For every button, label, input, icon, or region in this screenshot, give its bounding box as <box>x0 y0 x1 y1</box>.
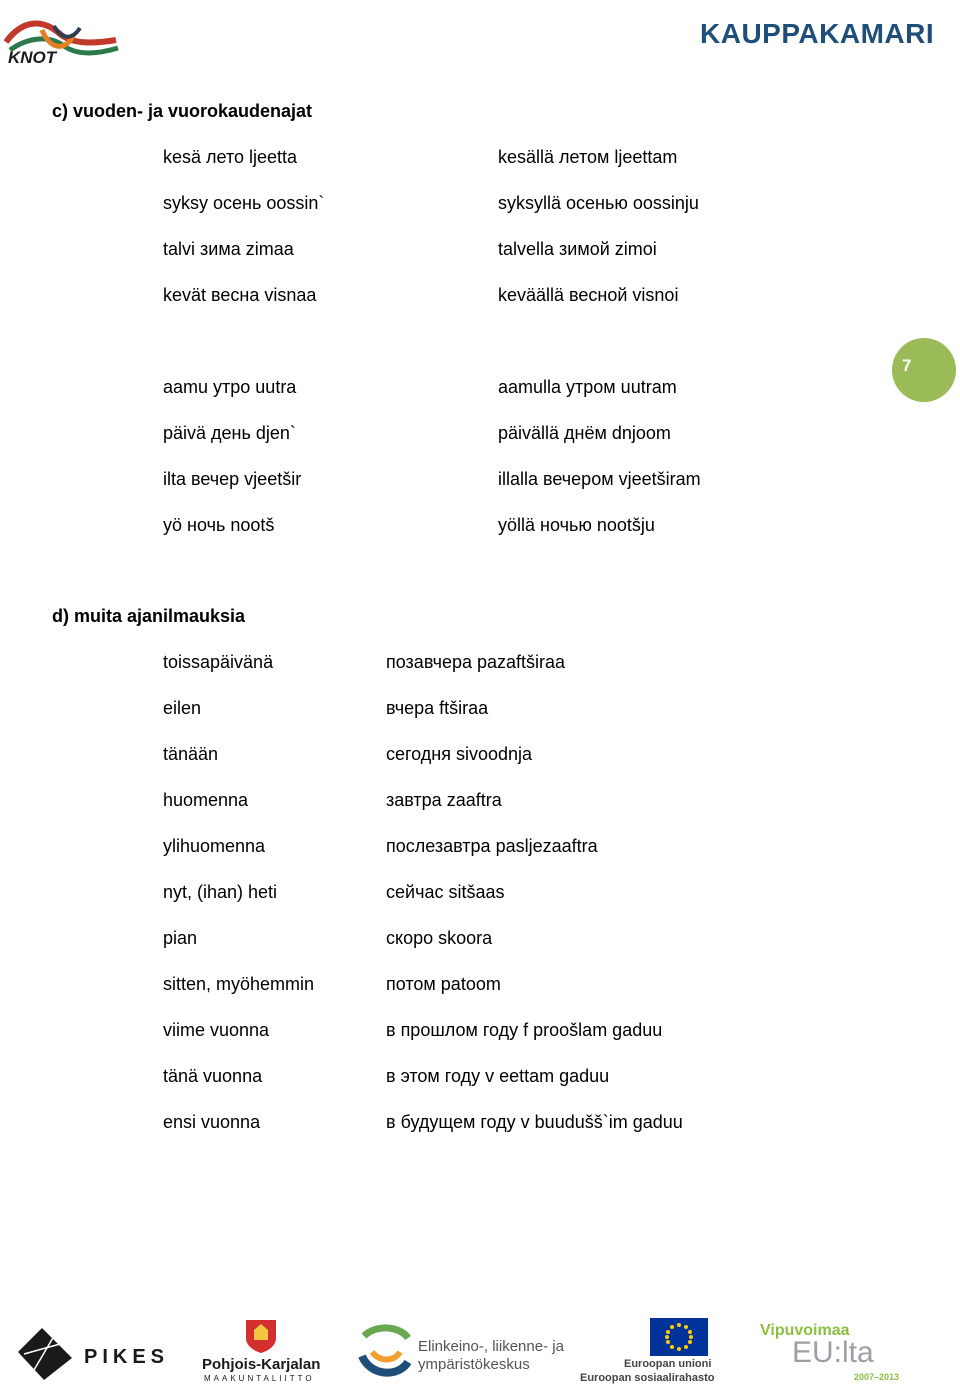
expression-fi: ylihuomenna <box>163 836 266 856</box>
kauppakamari-logo: KAUPPAKAMARI <box>700 18 935 49</box>
expression-fi: toissapäivänä <box>163 652 274 672</box>
daytime-base-3: ilta вечер vjeetšir <box>163 469 302 489</box>
season-base-2: syksy осень oossin` <box>163 193 325 213</box>
expression-ru: в прошлом году f proošlam gaduu <box>386 1020 663 1040</box>
vipuvoimaa-text: Vipuvoimaa <box>760 1322 850 1339</box>
eu-esr-logo <box>578 1318 716 1384</box>
expression-fi: sitten, myöhemmin <box>163 974 315 994</box>
expression-fi: huomenna <box>163 790 249 810</box>
eu-line-1: Euroopan unioni <box>624 1358 712 1370</box>
expression-fi: viime vuonna <box>163 1020 270 1040</box>
pikes-logo <box>14 1322 174 1384</box>
page-number-badge <box>892 338 956 402</box>
season-adessive-2: syksyllä осенью oossinju <box>498 193 699 213</box>
season-base-3: talvi зима zimaa <box>163 239 294 259</box>
eu-flag-icon <box>650 1318 708 1356</box>
daytime-base-4: yö ночь nootš <box>163 515 275 535</box>
daytime-base-2: päivä день djen` <box>163 423 296 443</box>
pohjois-karjalan-maakuntaliitto-logo <box>200 1318 325 1384</box>
season-adessive-4: keväällä весной visnoi <box>498 285 679 305</box>
expression-fi: nyt, (ihan) heti <box>163 882 278 902</box>
eulta-text: EU:lta <box>792 1336 874 1369</box>
maakuntaliitto-text: MAAKUNTALIITTO <box>204 1374 315 1383</box>
daytime-adessive-2: päivällä днём dnjoom <box>498 423 671 443</box>
ely-line-2: ympäristökeskus <box>418 1356 530 1373</box>
expression-fi: tänään <box>163 744 219 764</box>
years-text: 2007–2013 <box>854 1372 900 1382</box>
ely-swirl-icon <box>358 1322 414 1378</box>
expression-ru: скоро skoora <box>386 928 493 948</box>
section-c-heading: c) vuoden- ja vuorokaudenajat <box>52 101 313 121</box>
expression-ru: сейчас sitšaas <box>386 882 505 902</box>
expression-ru: потом patoom <box>386 974 501 994</box>
ely-line-1: Elinkeino-, liikenne- ja <box>418 1338 564 1355</box>
expression-ru: завтра zaaftra <box>386 790 502 810</box>
daytime-adessive-1: aamulla утром uutram <box>498 377 677 397</box>
coat-of-arms-icon <box>244 1318 278 1354</box>
expression-ru: вчера ftširaa <box>386 698 489 718</box>
expression-ru: сегодня sivoodnja <box>386 744 533 764</box>
knot-logo-text: KNOT <box>8 48 57 67</box>
expression-fi: pian <box>163 928 198 948</box>
expression-ru: в будущем году v buudušš`im gaduu <box>386 1112 683 1132</box>
vipuvoimaa-eulta-logo <box>758 1322 898 1384</box>
expression-fi: ensi vuonna <box>163 1112 261 1132</box>
daytime-base-1: aamu утро uutra <box>163 377 297 397</box>
expression-ru: послезавтра pasljezaaftra <box>386 836 598 856</box>
daytime-adessive-4: yöllä ночью nootšju <box>498 515 655 535</box>
season-adessive-3: talvella зимой zimoi <box>498 239 657 259</box>
daytime-adessive-3: illalla вечером vjeetširam <box>498 469 701 489</box>
pohjois-karjalan-text: Pohjois-Karjalan <box>202 1356 321 1373</box>
section-d-heading: d) muita ajanilmauksia <box>52 606 246 626</box>
page-number: 7 <box>902 356 912 375</box>
ely-keskus-logo <box>358 1322 568 1382</box>
expression-fi: tänä vuonna <box>163 1066 263 1086</box>
eu-line-2: Euroopan sosiaalirahasto <box>580 1372 715 1384</box>
expression-ru: позавчера pazaftširaa <box>386 652 566 672</box>
season-adessive-1: kesällä летом ljeettam <box>498 147 678 167</box>
season-base-4: kevät весна visnaa <box>163 285 317 305</box>
pikes-diamond-icon <box>14 1322 76 1384</box>
expression-ru: в этом году v eettam gaduu <box>386 1066 610 1086</box>
expression-fi: eilen <box>163 698 202 718</box>
knot-logo <box>2 10 120 70</box>
pikes-logo-text: PIKES <box>84 1346 170 1368</box>
season-base-1: kesä лето ljeetta <box>163 147 298 167</box>
